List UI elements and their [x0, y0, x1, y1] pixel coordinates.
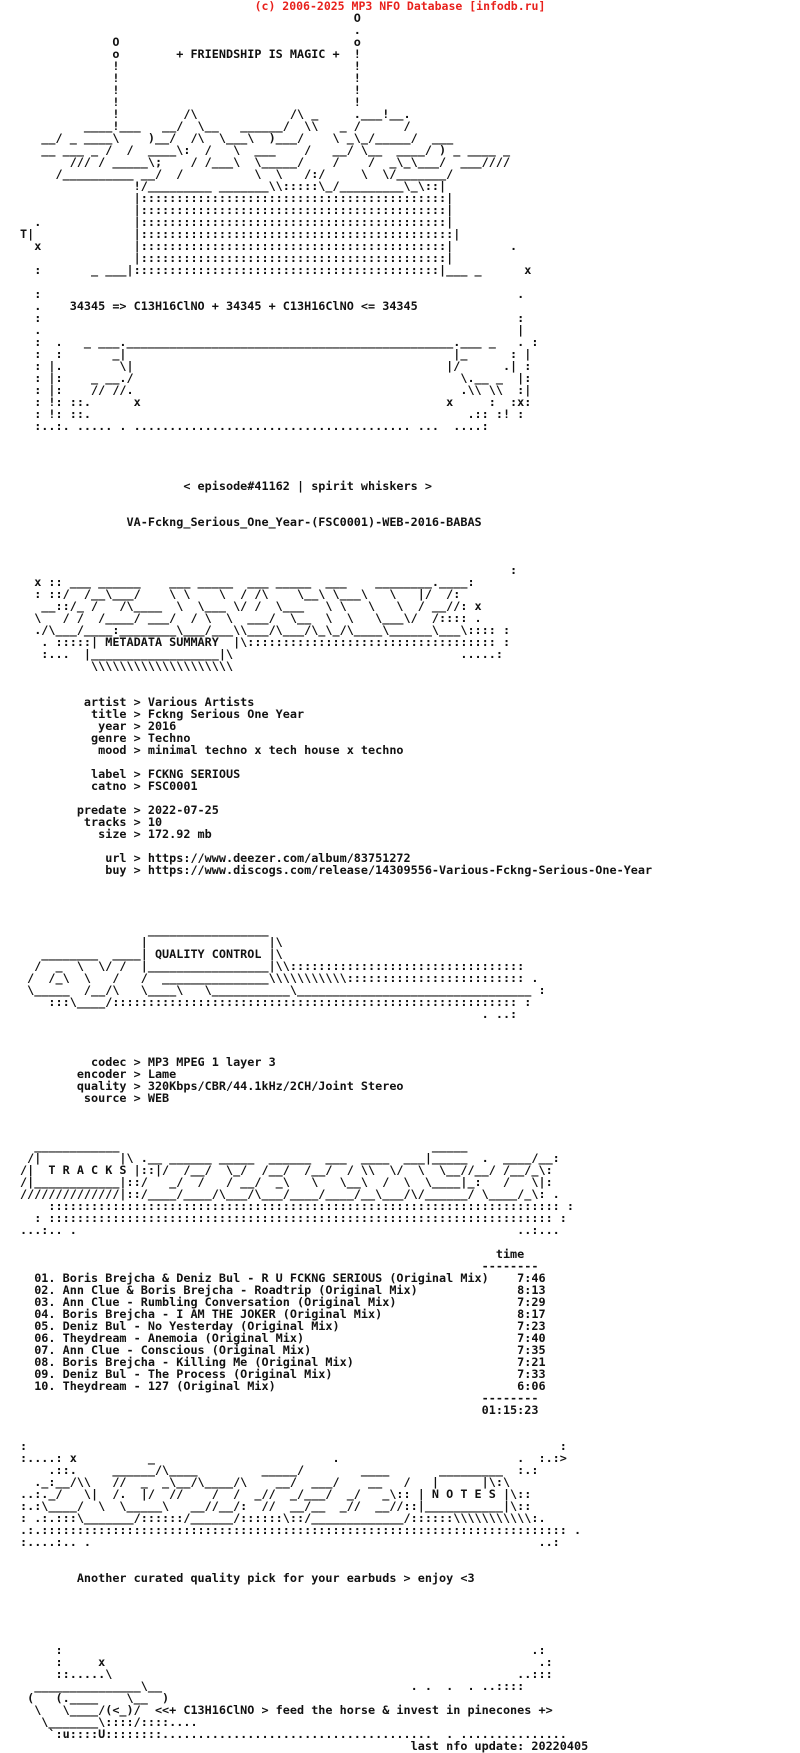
nfo-line: : : — [20, 311, 525, 325]
nfo-line: : |: _ __./ \.__ _ |: — [20, 371, 532, 385]
nfo-line: codec > MP3 MPEG 1 layer 3 — [20, 1055, 276, 1069]
nfo-line: : x .: — [20, 1655, 553, 1669]
nfo-line: O — [20, 11, 361, 25]
nfo-line: year > 2016 — [20, 719, 177, 733]
nfo-line: 08. Boris Brejcha - Killing Me (Original Mix) 7:21 — [20, 1355, 546, 1369]
nfo-line: :::::::::::::::::::::::::::::::::::::::::::::::::::::::::::::::::::::::: : — [20, 1199, 574, 1213]
nfo-line: `:u::::U::::::::...................................... . ............... — [20, 1727, 567, 1741]
nfo-line: 03. Ann Clue - Rumbling Conversation (Original Mix) 7:29 — [20, 1295, 546, 1309]
nfo-line: | |\ — [20, 935, 283, 949]
nfo-line: 06. Theydream - Anemoia (Original Mix) 7:40 — [20, 1331, 546, 1345]
nfo-line: ! /\ /\ _ .___!__. — [20, 107, 411, 121]
nfo-line: :..:. ..... . ....................................... ... ....: — [20, 419, 489, 433]
nfo-line: .:.:::::::::::::::::::::::::::::::::::::::::::::::::::::::::::::::::::::::::: . — [20, 1523, 582, 1537]
nfo-line: ._:__/\\ // _ _\__/\____/\ __/ ___/ __ / | |\:\ — [20, 1475, 511, 1489]
nfo-line: . |:::::::::::::::::::::::::::::::::::::::::::| — [20, 215, 454, 229]
nfo-line: . 34345 => C13H16ClNO + 34345 + C13H16ClNO <= 34345 — [20, 299, 418, 313]
nfo-line: __/ _ ____\ )__/ /\ \___\ )___/ \ _\_/_____/ ___ — [20, 131, 454, 145]
nfo-line: / _ \ \/ / |_________________|\\::::::::::::::::::::::::::::::::: — [20, 959, 525, 973]
nfo-line: : !: ::. .:: :! : — [20, 407, 525, 421]
nfo-line: !/_________ _______\\:::::\_/_________\_\::| — [20, 179, 447, 193]
nfo-line: : !: ::. x x : :x: — [20, 395, 532, 409]
nfo-line: |:::::::::::::::::::::::::::::::::::::::::::| — [20, 191, 454, 205]
nfo-line: title > Fckng Serious One Year — [20, 707, 305, 721]
nfo-line: ( (.____ \__ ) — [20, 1691, 170, 1705]
copyright-header: (c) 2006-2025 MP3 NFO Database [infodb.ru] — [254, 0, 546, 13]
nfo-line: __::/_ / /\____ \ \___ \/ / \___ \ \ \ \ / __//: x — [20, 599, 482, 613]
nfo-line: 01. Boris Brejcha & Deniz Bul - R U FCKNG SERIOUS (Original Mix) 7:46 — [20, 1271, 546, 1285]
nfo-line: |:::::::::::::::::::::::::::::::::::::::::::| — [20, 251, 454, 265]
nfo-line: ...:.. . ..:... — [20, 1223, 560, 1237]
nfo-line: ! ! — [20, 59, 361, 73]
nfo-line: O o — [20, 35, 361, 49]
nfo-line: encoder > Lame — [20, 1067, 177, 1081]
nfo-line: //////////////|::/____/____/\___/\___/____/____/__\___/\/______/ \____/_\: . — [20, 1187, 560, 1201]
nfo-line: mood > minimal techno x tech house x techno — [20, 743, 404, 757]
nfo-line: predate > 2022-07-25 — [20, 803, 219, 817]
nfo-line: : _ ___|:::::::::::::::::::::::::::::::::::::::::::|___ _ x — [20, 263, 532, 277]
nfo-line: _______________\__ . . . . ..:::: — [20, 1679, 525, 1693]
nfo-line: VA-Fckng_Serious_One_Year-(FSC0001)-WEB-2016-BABAS — [20, 515, 482, 529]
nfo-line: quality > 320Kbps/CBR/44.1kHz/2CH/Joint Stereo — [20, 1079, 404, 1093]
nfo-line: :::\____/::::::::::::::::::::::::::::::::::::::::::::::::::::::::: : — [20, 995, 532, 1009]
nfo-line: :....: x _ . . :.:> — [20, 1451, 567, 1465]
nfo-line: : ::/ /__\___/ \ \ \ / /\ \__\ \___\ \ |/ /: — [20, 587, 461, 601]
nfo-line: . :::::| METADATA SUMMARY |\::::::::::::::::::::::::::::::::::: : — [20, 635, 511, 649]
nfo-line: __ ___ _ / / ____\: / \ ___ / __/ \__ ____/ ) _ ____ _ — [20, 143, 511, 157]
nfo-line: url > https://www.deezer.com/album/83751272 — [20, 851, 411, 865]
nfo-line: : — [20, 563, 518, 577]
nfo-line: :... |__________________|\ .....: — [20, 647, 503, 661]
nfo-line: Another curated quality pick for your earbuds > enjoy <3 — [20, 1571, 475, 1585]
nfo-line: /| T R A C K S |::|/ /__/ \_/ /__/ /__/ / \\ \/ \ \__//__/ /__/_\: — [20, 1163, 553, 1177]
nfo-line: tracks > 10 — [20, 815, 163, 829]
nfo-line: ! ! — [20, 83, 361, 97]
nfo-line: : : _| |_ : | — [20, 347, 532, 361]
nfo-line: -------- — [20, 1259, 539, 1273]
nfo-line: < episode#41162 | spirit whiskers > — [20, 479, 432, 493]
nfo-line: ! ! — [20, 95, 361, 109]
nfo-line: \_______\::::/::::.... — [20, 1715, 198, 1729]
nfo-line: \ \____/(<_)/ <<+ C13H16ClNO > feed the horse & invest in pinecones +> — [20, 1703, 553, 1717]
nfo-line: buy > https://www.discogs.com/release/14309556-Various-Fckng-Serious-One-Year — [20, 863, 653, 877]
nfo-line: : .:.:::\_______/::::::/______/::::::\::/_____________/::::::\\\\\\\\\\\:. — [20, 1511, 546, 1525]
nfo-line: source > WEB — [20, 1091, 170, 1105]
nfo-line: : . — [20, 287, 525, 301]
nfo-line: /| |\ .__ ______ _____ ______ ___ ____ ___|_____ . ____/__: — [20, 1151, 560, 1165]
nfo-line: .::. ______/\____ _____/ ____ _________ :.: — [20, 1463, 539, 1477]
nfo-line: ..:._/ \| /. |/ // / / _// _/___/ _/ _\:: | N O T E S |\:: — [20, 1487, 532, 1501]
nfo-line: : |. \| |/ .| : — [20, 359, 532, 373]
nfo-line: 01:15:23 — [20, 1403, 539, 1417]
nfo-line: : |: // //. .\\ \\ :| — [20, 383, 532, 397]
nfo-line: catno > FSC0001 — [20, 779, 198, 793]
nfo-line: /|____________|::/ _/ / / __/ _\ \ \__\ / \ \____|_: / \|: — [20, 1175, 553, 1189]
nfo-line: ./\___/____:________\___/___\\___/\___/\_\_/\____\______\___\:::: : — [20, 623, 511, 637]
nfo-line: x |:::::::::::::::::::::::::::::::::::::::::::| . — [20, 239, 518, 253]
nfo-line: :....:.. . ..: — [20, 1535, 560, 1549]
nfo-line: /// / _____\; / /___\ \_____/ / / _\_\___/ ___//// — [20, 155, 511, 169]
nfo-line: 07. Ann Clue - Conscious (Original Mix) 7:35 — [20, 1343, 546, 1357]
nfo-line: . ..: — [20, 1007, 518, 1021]
nfo-line: : .: — [20, 1643, 546, 1657]
nfo-line: T| |::::::::::::::::::::::::::::::::::::::::::::| — [20, 227, 461, 241]
nfo-line: o + FRIENDSHIP IS MAGIC + ! — [20, 47, 361, 61]
nfo-line: label > FCKNG SERIOUS — [20, 767, 241, 781]
nfo-line: . — [20, 23, 361, 37]
nfo-line: |:::::::::::::::::::::::::::::::::::::::::::| — [20, 203, 454, 217]
nfo-line: 02. Ann Clue & Boris Brejcha - Roadtrip (Original Mix) 8:13 — [20, 1283, 546, 1297]
nfo-line: ____________ _____ — [20, 1139, 468, 1153]
nfo-line: artist > Various Artists — [20, 695, 255, 709]
nfo-line: \\\\\\\\\\\\\\\\\\\\ — [20, 659, 234, 673]
nfo-line: last nfo update: 20220405 — [20, 1739, 589, 1753]
nfo-line: ________ ____| QUALITY CONTROL |\ — [20, 947, 283, 961]
nfo-line: / /_\ \ / / _______________\\\\\\\\\\\::::::::::::::::::::::::: . — [20, 971, 539, 985]
nfo-line: _________________ — [20, 923, 269, 937]
nfo-line: \ / / /____/ ___/ / \ \ ___/ \__ \ \ \___\/ /:::: . — [20, 611, 482, 625]
nfo-line: ! ! — [20, 71, 361, 85]
nfo-line: time — [20, 1247, 525, 1261]
nfo-line: : ::::::::::::::::::::::::::::::::::::::::::::::::::::::::::::::::::::::: : — [20, 1211, 567, 1225]
nfo-line: /__________ __/ / \ \ /:/ \ \/_______/ — [20, 167, 454, 181]
nfo-line: \_____ /__/\ \____\ \___________\_________________________________ : — [20, 983, 546, 997]
nfo-line: :.:\____/ \ \_____\ __//__/: // __/__ _// __//::|___________|\:: — [20, 1499, 532, 1513]
nfo-line: : : — [20, 1439, 567, 1453]
nfo-text-block — [20, 12, 652, 1752]
nfo-line: size > 172.92 mb — [20, 827, 212, 841]
nfo-line: . | — [20, 323, 525, 337]
nfo-line: genre > Techno — [20, 731, 191, 745]
nfo-line: ____!___ __/ \__ ______/ \\ _ / / — [20, 119, 411, 133]
nfo-line: ::.....\ ..::: — [20, 1667, 553, 1681]
nfo-line: : . _ ___.______________________________________________.___ _ . : — [20, 335, 539, 349]
nfo-line: 05. Deniz Bul - No Yesterday (Original Mix) 7:23 — [20, 1319, 546, 1333]
nfo-line: -------- — [20, 1391, 539, 1405]
nfo-line: x :: ___ ______ ___ _____ ___ _____ ___ ________.____: — [20, 575, 475, 589]
nfo-line: 09. Deniz Bul - The Process (Original Mix) 7:33 — [20, 1367, 546, 1381]
nfo-line: 04. Boris Brejcha - I AM THE JOKER (Original Mix) 8:17 — [20, 1307, 546, 1321]
nfo-line: 10. Theydream - 127 (Original Mix) 6:06 — [20, 1379, 546, 1393]
